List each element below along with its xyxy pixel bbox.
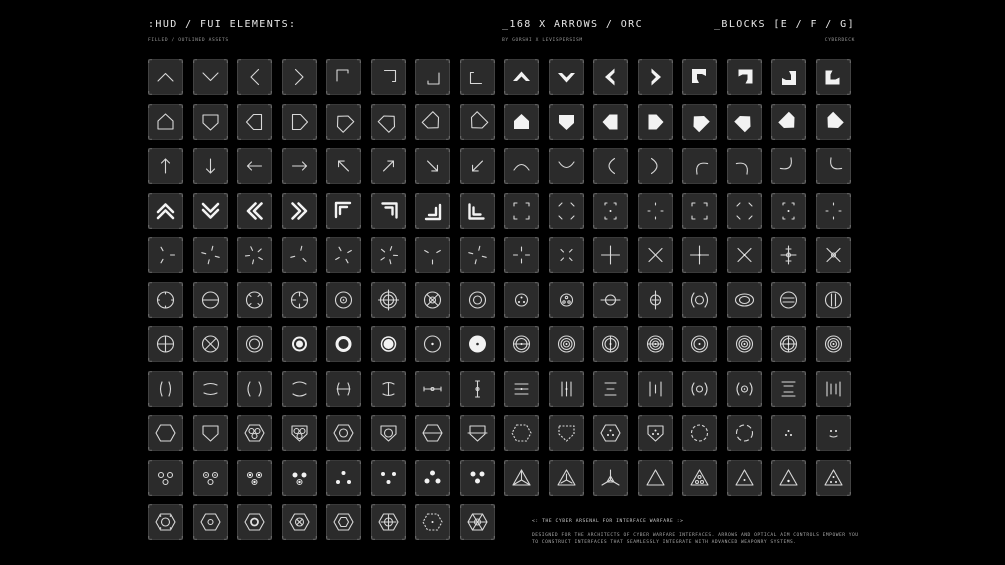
triangle-dot-icon [727,460,762,496]
pentagon-down-filled-icon [549,104,584,140]
arc-down-icon [549,148,584,184]
target-ring-filled-icon [371,326,406,362]
icon-grid [148,59,856,543]
chevron-left-filled-icon [593,59,628,95]
target-disc-icon [460,326,495,362]
pentagon-br-filled-icon [771,104,806,140]
pentagon-left-outline-icon [237,104,272,140]
triangle-dot-b-icon [771,460,806,496]
bullseye-g-icon [771,326,806,362]
triangle-y-c-icon [593,460,628,496]
reticle-circle-dot-icon [326,282,361,318]
corner-brackets-h-icon [816,193,851,229]
shield-outline-icon [193,415,228,451]
corner-arrow-tr-outline-icon [371,59,406,95]
chevron-down-outline-icon [193,59,228,95]
pentagon-tl-outline-icon [326,104,361,140]
arrow-right-icon [282,148,317,184]
dots-triad-c-icon [415,460,450,496]
range-v-icon [460,371,495,407]
range-h-icon [415,371,450,407]
crosshair-x-dot-icon [727,237,762,273]
corner-arrow-tl-outline-icon [326,59,361,95]
footer-description-line1: DESIGNED FOR THE ARCHITECTS OF CYBER WARFARE INTERFACES. ARROWS AND OPTICAL AIM CONTROLS EMPOWER YOU [532,533,859,538]
bars-stack-icon [771,371,806,407]
bullseye-a-icon [504,326,539,362]
hex-ring-cross-icon [371,504,406,540]
rings-dots-triad-b-icon [282,460,317,496]
ring-arcs-b-icon [727,371,762,407]
double-corner-bl-icon [460,193,495,229]
bullseye-h-icon [816,326,851,362]
crosshair-ruler-icon [771,237,806,273]
reticle-circle-x-icon [415,282,450,318]
chevron-up-outline-icon [148,59,183,95]
chevron-right-outline-icon [282,59,317,95]
shield-split-icon [460,415,495,451]
corner-brackets-c-icon [593,193,628,229]
tick-marks-e-icon [326,237,361,273]
arcs-wide-icon [282,371,317,407]
bars-grid-icon [816,371,851,407]
corner-brackets-e-icon [682,193,717,229]
hex-three-rings-icon [237,415,272,451]
hex-spokes-icon [460,504,495,540]
chevron-right-filled-icon [638,59,673,95]
shield-triad-icon [638,415,673,451]
scale-h-b-icon [593,371,628,407]
tick-marks-g-icon [415,237,450,273]
bullseye-f-icon [727,326,762,362]
arc-right-icon [638,148,673,184]
arrow-up-icon [148,148,183,184]
hex-triad-icon [593,415,628,451]
circle-dashed-b-icon [727,415,762,451]
footer-description-line2: TO CONSTRUCT INTERFACES THAT SEAMLESSLY INTEGRATE WITH ADVANCED WEAPONRY SYSTEMS. [532,540,797,545]
reticle-circle-cross-icon [282,282,317,318]
circle-triad-icon [771,415,806,451]
crosshair-x-icon [638,237,673,273]
pentagon-left-filled-icon [593,104,628,140]
tick-marks-a-icon [148,237,183,273]
hex-outline-icon [148,415,183,451]
tick-marks-f-icon [371,237,406,273]
corner-arrow-tl-filled-icon [682,59,717,95]
chevron-up-filled-icon [504,59,539,95]
triangle-y-b-icon [549,460,584,496]
reticle-triad-icon [504,282,539,318]
left-title: :HUD / FUI ELEMENTS: [148,19,297,30]
bullseye-d-icon [638,326,673,362]
chevron-down-filled-icon [549,59,584,95]
bullseye-c-icon [593,326,628,362]
pentagon-down-outline-icon [193,104,228,140]
rings-triad-icon [148,460,183,496]
corner-arrow-bl-outline-icon [460,59,495,95]
tick-marks-b-icon [193,237,228,273]
rings-dots-triad-icon [237,460,272,496]
target-double-ring-icon [237,326,272,362]
target-dot-icon [415,326,450,362]
corner-brackets-b-icon [549,193,584,229]
circle-face-icon [816,415,851,451]
arrow-down-left-icon [460,148,495,184]
corner-arrow-br-filled-icon [771,59,806,95]
corner-brackets-a-icon [504,193,539,229]
reticle-circle-hline-icon [193,282,228,318]
arc-bl-icon [816,148,851,184]
hex-ring-small-icon [193,504,228,540]
pentagon-tr-outline-icon [371,104,406,140]
shield-three-rings-icon [282,415,317,451]
arc-up-icon [504,148,539,184]
hex-split-icon [415,415,450,451]
reticle-circle-vbar-icon [638,282,673,318]
double-corner-tr-icon [371,193,406,229]
reticle-triad-b-icon [549,282,584,318]
ring-arcs-icon [682,371,717,407]
corner-arrow-tr-filled-icon [727,59,762,95]
arrow-left-icon [237,148,272,184]
arrow-up-right-icon [371,148,406,184]
hex-gear-icon [326,504,361,540]
arrow-up-left-icon [326,148,361,184]
brackets-bar-h-icon [326,371,361,407]
hex-dashed-icon [504,415,539,451]
bullseye-b-icon [549,326,584,362]
crosshair-plus-icon [593,237,628,273]
crosshair-x-ruler-icon [816,237,851,273]
corner-arrow-bl-filled-icon [816,59,851,95]
mid-title: _168 X ARROWS / ORC [502,19,643,30]
pentagon-bl-outline-icon [460,104,495,140]
arcs-bar-v-icon [371,371,406,407]
tick-marks-d-icon [282,237,317,273]
reticle-lines-h-icon [771,282,806,318]
arc-br-icon [771,148,806,184]
double-corner-tl-icon [326,193,361,229]
target-ring-bold-icon [282,326,317,362]
pentagon-br-outline-icon [415,104,450,140]
arc-tr-icon [727,148,762,184]
pentagon-right-outline-icon [282,104,317,140]
double-chevron-left-icon [237,193,272,229]
shield-dashed-icon [549,415,584,451]
rings-triad-b-icon [193,460,228,496]
right-subtitle: CYBERDECK [824,38,855,43]
crosshair-diag-gap-icon [549,237,584,273]
footer-tagline: <: THE CYBER ARSENAL FOR INTERFACE WARFARE :> [532,519,684,524]
reticle-ellipse-icon [727,282,762,318]
pentagon-tr-filled-icon [727,104,762,140]
dots-triad-icon [326,460,361,496]
dots-triad-b-icon [371,460,406,496]
arc-tl-icon [682,148,717,184]
reticle-circle-ring-icon [460,282,495,318]
hex-bolts-icon [148,504,183,540]
double-corner-br-icon [415,193,450,229]
target-plus-icon [148,326,183,362]
hex-ring-x-icon [282,504,317,540]
corner-brackets-f-icon [727,193,762,229]
reticle-circle-hbar-icon [593,282,628,318]
triangle-dots-icon [816,460,851,496]
double-chevron-down-icon [193,193,228,229]
pentagon-tl-filled-icon [682,104,717,140]
reticle-lines-v-icon [816,282,851,318]
corner-brackets-d-icon [638,193,673,229]
double-chevron-up-icon [148,193,183,229]
pentagon-up-outline-icon [148,104,183,140]
bullseye-e-icon [682,326,717,362]
left-subtitle: FILLED / OUTLINED ASSETS [148,38,229,43]
arrow-down-right-icon [415,148,450,184]
scale-h-icon [504,371,539,407]
target-x-icon [193,326,228,362]
parens-v-icon [148,371,183,407]
double-chevron-right-icon [282,193,317,229]
corner-arrow-br-outline-icon [415,59,450,95]
corner-brackets-g-icon [771,193,806,229]
reticle-circle-cross-ext-icon [371,282,406,318]
pentagon-bl-filled-icon [816,104,851,140]
arrow-down-icon [193,148,228,184]
tick-marks-c-icon [237,237,272,273]
circle-dashed-icon [682,415,717,451]
shield-ring-icon [371,415,406,451]
scale-v-icon [549,371,584,407]
right-title: _BLOCKS [E / F / G] [714,19,855,30]
triangle-y-icon [504,460,539,496]
parens-wide-icon [237,371,272,407]
mid-subtitle: BY GORSHI X LEVISPERSISM [502,38,583,43]
target-ring-thick-icon [326,326,361,362]
hex-dashed-b-icon [415,504,450,540]
triangle-outline-icon [638,460,673,496]
crosshair-plus-dot-icon [682,237,717,273]
chevron-left-outline-icon [237,59,272,95]
footer-blurb [532,519,862,546]
arcs-h-icon [193,371,228,407]
hex-ring-bold-icon [237,504,272,540]
pentagon-up-filled-icon [504,104,539,140]
pentagon-right-filled-icon [638,104,673,140]
scale-v-b-icon [638,371,673,407]
triangle-rings-icon [682,460,717,496]
crosshair-gap-icon [504,237,539,273]
reticle-circle-diag-icon [237,282,272,318]
hex-ring-icon [326,415,361,451]
arc-left-icon [593,148,628,184]
reticle-bracket-circle-icon [682,282,717,318]
reticle-circle-ticks-icon [148,282,183,318]
dots-triad-d-icon [460,460,495,496]
tick-marks-h-icon [460,237,495,273]
